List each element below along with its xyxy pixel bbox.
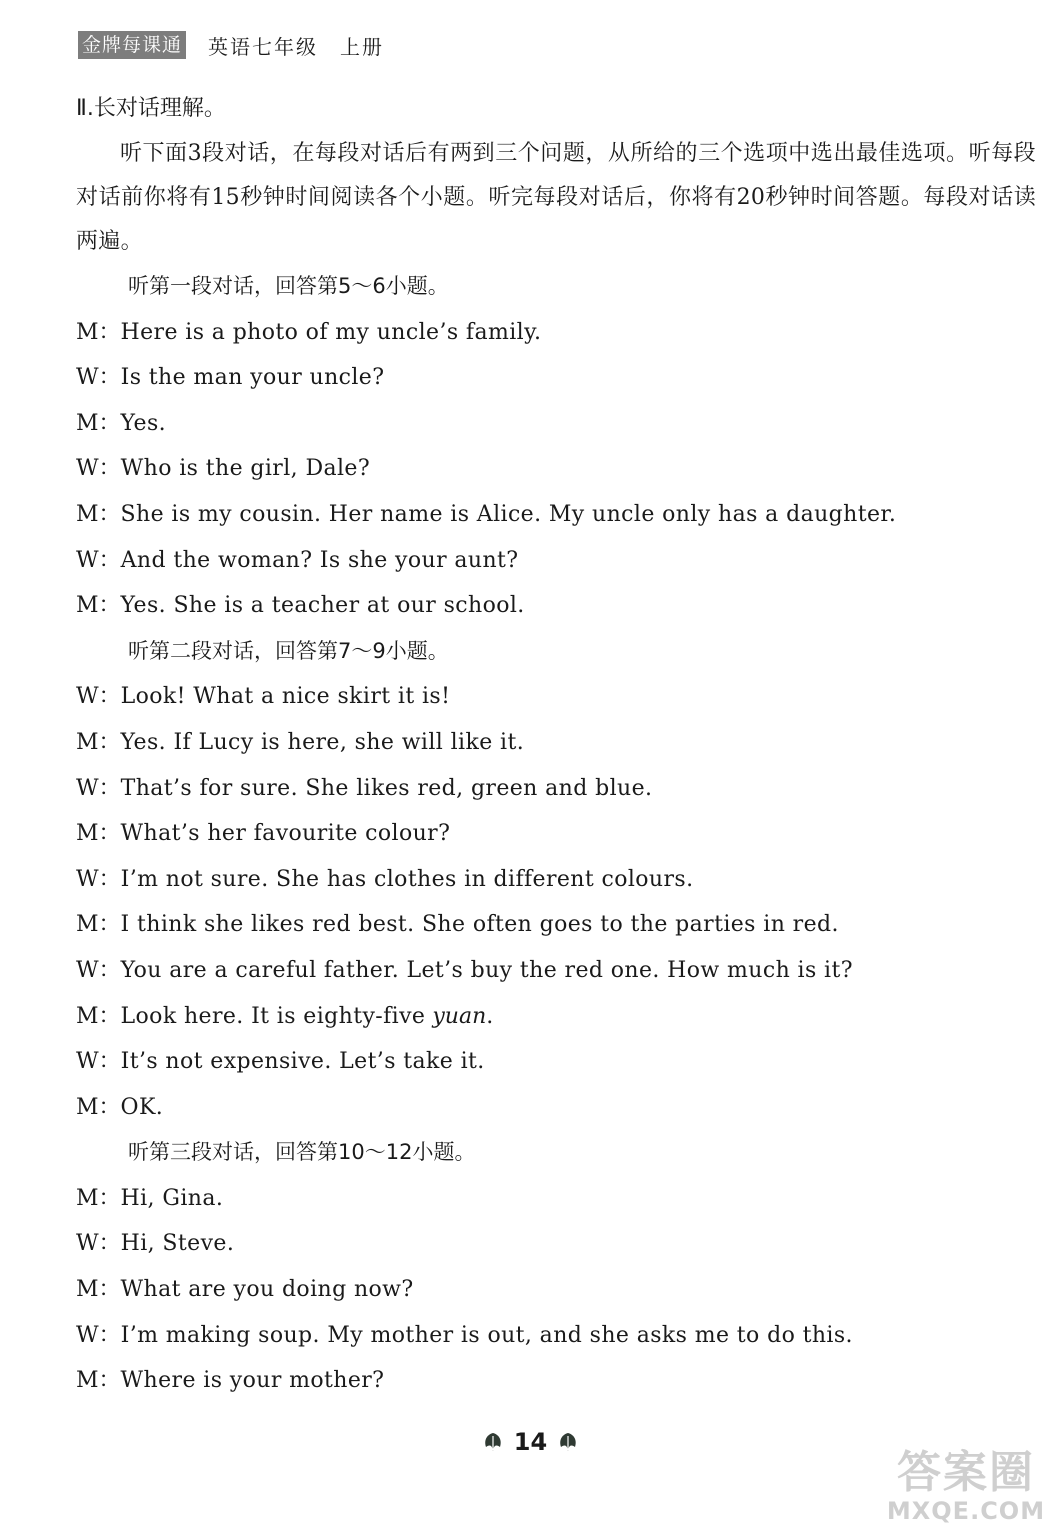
dialogue-text: Look here. It is eighty-five <box>120 1003 426 1029</box>
dialogue-text: Where is your mother? <box>120 1368 385 1394</box>
brand-label: 金牌每课通 <box>78 31 186 59</box>
dialogue-line <box>76 674 1036 720</box>
dialogue-intro: 听第三段对话，回答第10～12小题。 <box>128 1140 476 1165</box>
dialogue-text: OK. <box>120 1094 164 1120</box>
dialogue-text: Who is the girl, Dale? <box>120 456 371 482</box>
dialogue-text: I’m making soup. My mother is out, and she asks me to do this. <box>120 1322 853 1348</box>
dialogue-text: I think she likes red best. She often goes to the parties in red. <box>120 912 839 938</box>
dialogue-text: Hi, Steve. <box>120 1231 235 1257</box>
watermark-url: MXQE.COM <box>886 1497 1046 1525</box>
dialogue-intro: 听第一段对话，回答第5～6小题。 <box>128 274 449 298</box>
dialogue-line <box>76 1221 1036 1267</box>
dialogue-intro: 听第二段对话，回答第7～9小题。 <box>128 638 449 663</box>
dialogue-line <box>76 766 1036 812</box>
dialogue-text: Look! What a nice skirt it is! <box>120 684 451 710</box>
dialogue-line <box>76 857 1036 903</box>
italic-word: yuan <box>432 1003 487 1029</box>
speaker-label: W： <box>76 1322 121 1348</box>
leaf-icon <box>557 1431 579 1453</box>
speaker-label: M： <box>76 1185 121 1211</box>
dialogue-line <box>76 720 1036 766</box>
speaker-label: M： <box>76 593 121 619</box>
watermark <box>881 1448 1051 1530</box>
dialogue-text: Yes. If Lucy is here, she will like it. <box>120 729 525 755</box>
dialogue-text: You are a careful father. Let’s buy the red one. How much is it? <box>120 957 853 983</box>
dialogue-text: Is the man your uncle? <box>120 365 385 391</box>
dialogue-line <box>76 1039 1036 1085</box>
dialogue-text: It’s not expensive. Let’s take it. <box>120 1049 485 1075</box>
page-number <box>482 1428 579 1456</box>
page-header <box>78 30 384 60</box>
speaker-label: W： <box>76 365 121 391</box>
speaker-label: W： <box>76 775 121 801</box>
dialogue-line <box>76 902 1036 948</box>
dialogue-text: Hi, Gina. <box>120 1185 224 1211</box>
dialogue-text: I’m not sure. She has clothes in different colours. <box>120 866 694 892</box>
dialogue-line <box>76 310 1036 356</box>
dialogues <box>76 264 1036 1404</box>
speaker-label: W： <box>76 456 121 482</box>
speaker-label: M： <box>76 410 121 436</box>
speaker-label: W： <box>76 1231 121 1257</box>
dialogue-line <box>76 1085 1036 1131</box>
dialogue-line <box>76 1176 1036 1222</box>
dialogue-text: What are you doing now? <box>120 1277 414 1303</box>
dialogue-text: She is my cousin. Her name is Alice. My uncle only has a daughter. <box>120 501 897 527</box>
speaker-label: W： <box>76 547 121 573</box>
speaker-label: M： <box>76 1368 121 1394</box>
dialogue-line <box>76 538 1036 584</box>
speaker-label: M： <box>76 1094 121 1120</box>
dialogue-text: That’s for sure. She likes red, green and blue. <box>120 775 653 801</box>
dialogue-line <box>76 948 1036 994</box>
instructions: 听下面3段对话，在每段对话后有两到三个问题，从所给的三个选项中选出最佳选项。听每段对话前你将有15秒钟时间阅读各个小题。听完每段对话后，你将有20秒钟时间答题。每段对话读两遍。 <box>76 141 1036 254</box>
dialogue-line <box>76 401 1036 447</box>
speaker-label: W： <box>76 1049 121 1075</box>
dialogue-text: Here is a photo of my uncle’s family. <box>120 319 542 345</box>
volume-label: 上册 <box>340 34 385 59</box>
speaker-label: M： <box>76 501 121 527</box>
dialogue-line <box>76 492 1036 538</box>
book-title: 英语七年级 <box>208 34 319 59</box>
section-title: Ⅱ.长对话理解。 <box>76 96 226 121</box>
speaker-label: M： <box>76 1277 121 1303</box>
dialogue-line <box>76 1358 1036 1404</box>
watermark-text: 答案圈 <box>897 1447 1035 1498</box>
dialogue-line <box>76 1313 1036 1359</box>
punctuation: . <box>486 1003 494 1029</box>
dialogue-text: And the woman? Is she your aunt? <box>120 547 519 573</box>
page-content <box>76 86 1036 1404</box>
dialogue-text: Yes. She is a teacher at our school. <box>120 593 525 619</box>
dialogue-text: Yes. <box>120 410 167 436</box>
speaker-label: W： <box>76 866 121 892</box>
speaker-label: W： <box>76 957 121 983</box>
speaker-label: M： <box>76 1003 121 1029</box>
speaker-label: M： <box>76 319 121 345</box>
leaf-icon <box>482 1431 504 1453</box>
dialogue-line <box>76 355 1036 401</box>
speaker-label: M： <box>76 729 121 755</box>
page-number-text: 14 <box>513 1428 548 1456</box>
dialogue-line <box>76 446 1036 492</box>
dialogue-line <box>76 811 1036 857</box>
speaker-label: M： <box>76 821 121 847</box>
speaker-label: W： <box>76 684 121 710</box>
dialogue-line <box>76 994 1036 1040</box>
speaker-label: M： <box>76 912 121 938</box>
dialogue-text: What’s her favourite colour? <box>120 821 451 847</box>
dialogue-line <box>76 1267 1036 1313</box>
dialogue-line <box>76 583 1036 629</box>
